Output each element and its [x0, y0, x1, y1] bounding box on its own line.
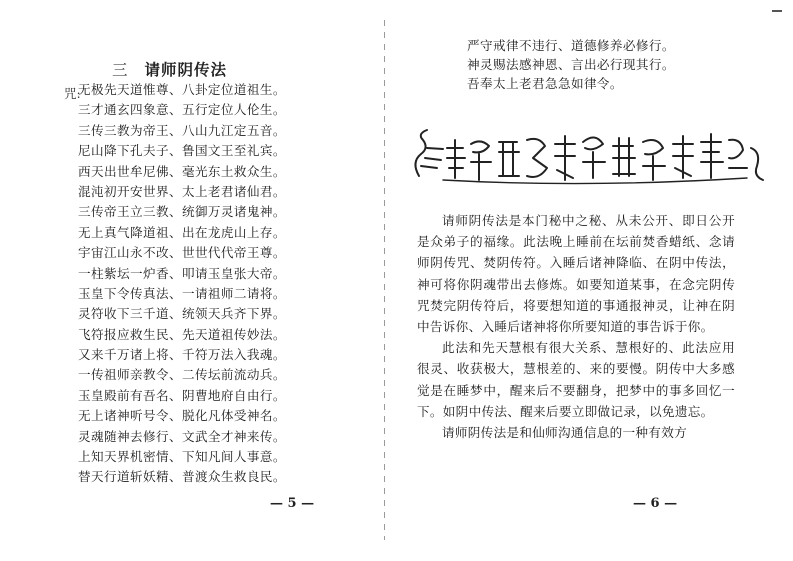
- verse-line: 三传帝王立三教、统御万灵诸鬼神。: [78, 204, 286, 220]
- verse-line: 混沌初开安世界、太上老君诸仙君。: [78, 183, 286, 199]
- verse-line: 灵魂随神去修行、文武全才神来传。: [78, 428, 286, 444]
- paragraph: 请师阴传法是和仙师沟通信息的一种有效方: [442, 425, 687, 441]
- verse-line: 玉皇下令传真法、一请祖师二请将。: [78, 285, 286, 301]
- verse-line: 玉皇殿前有吾名、阴曹地府自由行。: [78, 387, 286, 403]
- paragraph: 请师阴传法是本门秘中之秘、从未公开、即日公开是众弟子的福缘。此法晚上睡前在坛前焚香蜡纸、念请师阴传咒、焚阴传符。入睡后诸神降临、在阴中传法，神可将你阴魂带出去修炼。如要知道某事，在念完阴传咒焚完阴传符后，将要想知道的事通报神灵，让神在阴中告诉你、入睡后诸神将你所要知道的事告诉于你。: [417, 213, 735, 335]
- page-number: — 6 —: [633, 496, 678, 511]
- verse-line: 西天出世牟尼佛、毫光东土救众生。: [78, 163, 286, 179]
- verse-line: 替天行道斩妖精、普渡众生救良民。: [78, 469, 286, 485]
- verse-line: 飞符报应救生民、先天道祖传妙法。: [78, 326, 286, 342]
- left-page: [0, 0, 385, 561]
- verse-line: 又来千万诸上将、千符万法入我魂。: [78, 347, 286, 363]
- right-page: [385, 0, 793, 561]
- verse-line: 无上真气降道祖、出在龙虎山上存。: [78, 224, 286, 240]
- verse-line: 一柱紫坛一炉香、叩请玉皇张大帝。: [78, 265, 286, 281]
- section-title-text: 请师阴传法: [144, 60, 228, 79]
- verse-line: 宇宙江山永不改、世世代代帝王尊。: [78, 245, 286, 261]
- verse-line: 一传祖师亲教令、二传坛前流动兵。: [78, 367, 286, 383]
- verse-line: 上知天界机密情、下知凡间人事意。: [78, 449, 286, 465]
- talisman-script-icon: [407, 118, 767, 188]
- verse-line: 三传三教为帝王、八山九江定五音。: [78, 122, 286, 138]
- verse-line: 无上诸神听号令、脱化凡体受神名。: [78, 408, 286, 424]
- section-number: 三: [112, 61, 129, 79]
- verse-line: 吾奉太上老君急急如律令。: [467, 76, 623, 91]
- verse-line: 严守戒律不违行、道德修养必修行。: [467, 38, 675, 53]
- verse-line: 无极先天道惟尊、八卦定位道祖生。: [78, 82, 286, 97]
- verse-line: 三才通玄四象意、五行定位人伦生。: [78, 102, 286, 118]
- verse-line: 尼山降下孔夫子、鲁国文王至礼宾。: [78, 143, 286, 159]
- verse-continuation-list: [467, 36, 675, 93]
- verse-line: 神灵赐法感神恩、言出必行现其行。: [467, 57, 675, 72]
- paragraph: 此法和先天慧根有很大关系、慧根好的、此法应用很灵、收获极大，慧根差的、来的要慢。阴传中大多感觉是在睡梦中，醒来后不要翻身，把梦中的事多回忆一下。如阴中传法、醒来后要立即做记录，以免遗忘。: [417, 340, 735, 419]
- section-title: [112, 58, 227, 80]
- verse-line: 灵符收下三千道、统领天兵齐下界。: [78, 306, 286, 322]
- verse-list: [78, 80, 378, 488]
- chant-label: 咒:: [64, 86, 81, 101]
- page-number: — 5 —: [270, 496, 315, 511]
- body-text: [417, 210, 735, 443]
- corner-mark: [772, 10, 782, 16]
